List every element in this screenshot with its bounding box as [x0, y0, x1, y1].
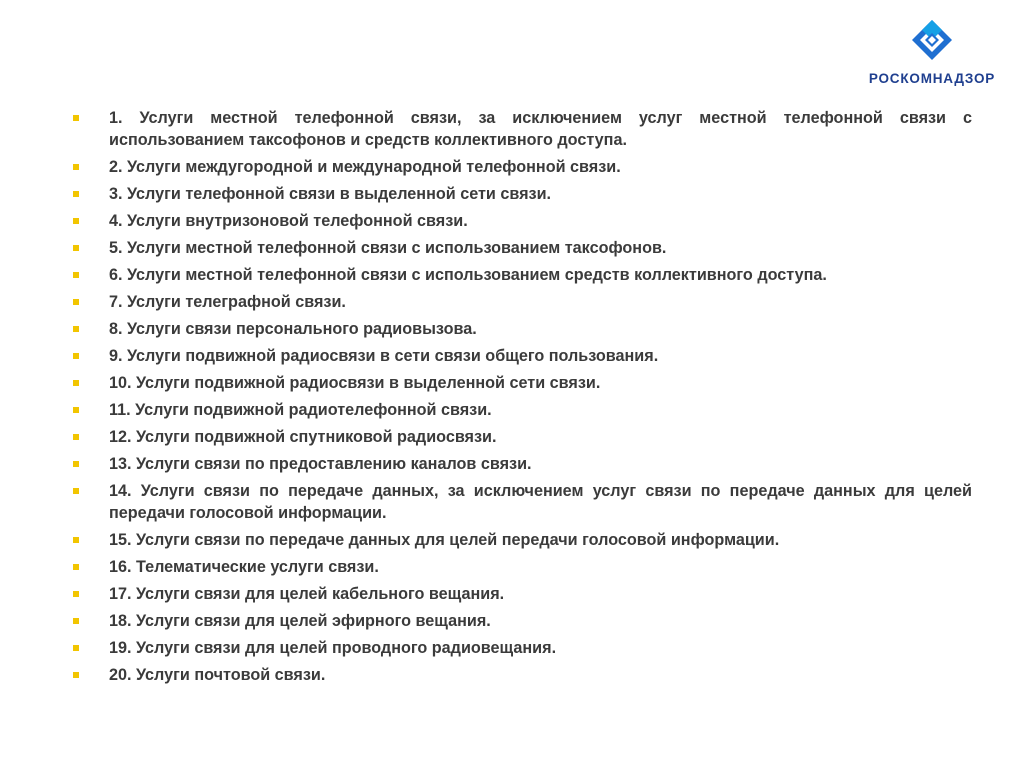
bullet-square-icon: [73, 618, 79, 624]
logo-text: РОСКОМНАДЗОР: [868, 71, 996, 86]
list-item-text: 19. Услуги связи для целей проводного радиовещания.: [109, 639, 557, 657]
bullet-square-icon: [73, 672, 79, 678]
list-item-text: 16. Телематические услуги связи.: [109, 558, 379, 576]
list-item-text: 5. Услуги местной телефонной связи с использованием таксофонов.: [109, 239, 667, 257]
list-item: [72, 664, 972, 686]
list-item-text: 4. Услуги внутризоновой телефонной связи.: [109, 212, 468, 230]
list-item: [72, 210, 972, 232]
list-item-text: 8. Услуги связи персонального радиовызова.: [109, 320, 477, 338]
list-item: [72, 637, 972, 659]
list-item: [72, 183, 972, 205]
list-item: [72, 345, 972, 367]
list-item-text: 2. Услуги междугородной и международной телефонной связи.: [109, 158, 621, 176]
bullet-square-icon: [73, 488, 79, 494]
list-item-text: 10. Услуги подвижной радиосвязи в выделенной сети связи.: [109, 374, 601, 392]
list-item: [72, 318, 972, 340]
list-item: [72, 237, 972, 259]
list-item: [72, 453, 972, 475]
bullet-square-icon: [73, 434, 79, 440]
list-item-text: 18. Услуги связи для целей эфирного вещания.: [109, 612, 491, 630]
bullet-square-icon: [73, 245, 79, 251]
bullet-square-icon: [73, 380, 79, 386]
list-item-text: 9. Услуги подвижной радиосвязи в сети связи общего пользования.: [109, 347, 659, 365]
bullet-square-icon: [73, 299, 79, 305]
list-item: [72, 372, 972, 394]
list-item-text: 3. Услуги телефонной связи в выделенной сети связи.: [109, 185, 552, 203]
services-list: [72, 107, 972, 691]
bullet-square-icon: [73, 326, 79, 332]
bullet-square-icon: [73, 164, 79, 170]
roskomnadzor-logo-icon: [910, 18, 954, 62]
list-item-text: 14. Услуги связи по передаче данных, за исключением услуг связи по передаче данных для целей передачи голосовой информации.: [109, 482, 972, 522]
list-item: [72, 426, 972, 448]
list-item-text: 17. Услуги связи для целей кабельного вещания.: [109, 585, 505, 603]
list-item: [72, 583, 972, 605]
bullet-square-icon: [73, 353, 79, 359]
bullet-square-icon: [73, 591, 79, 597]
bullet-square-icon: [73, 407, 79, 413]
list-item-text: 1. Услуги местной телефонной связи, за исключением услуг местной телефонной связи с использованием таксофонов и средств коллективного доступа.: [109, 109, 972, 149]
list-item: [72, 399, 972, 421]
bullet-square-icon: [73, 191, 79, 197]
roskomnadzor-logo: [862, 16, 1002, 94]
list-item-text: 12. Услуги подвижной спутниковой радиосвязи.: [109, 428, 497, 446]
list-item: [72, 610, 972, 632]
list-item-text: 20. Услуги почтовой связи.: [109, 666, 326, 684]
list-item-text: 7. Услуги телеграфной связи.: [109, 293, 346, 311]
bullet-square-icon: [73, 272, 79, 278]
bullet-square-icon: [73, 645, 79, 651]
bullet-square-icon: [73, 564, 79, 570]
bullet-square-icon: [73, 537, 79, 543]
list-item: [72, 107, 972, 151]
list-item-text: 13. Услуги связи по предоставлению каналов связи.: [109, 455, 532, 473]
bullet-square-icon: [73, 115, 79, 121]
bullet-square-icon: [73, 218, 79, 224]
list-item-text: 6. Услуги местной телефонной связи с использованием средств коллективного доступа.: [109, 266, 827, 284]
list-item: [72, 529, 972, 551]
bullet-square-icon: [73, 461, 79, 467]
list-item-text: 15. Услуги связи по передаче данных для целей передачи голосовой информации.: [109, 531, 780, 549]
list-item: [72, 264, 972, 286]
list-item-text: 11. Услуги подвижной радиотелефонной связи.: [109, 401, 492, 419]
list-item: [72, 480, 972, 524]
list-item: [72, 291, 972, 313]
list-item: [72, 156, 972, 178]
list-item: [72, 556, 972, 578]
